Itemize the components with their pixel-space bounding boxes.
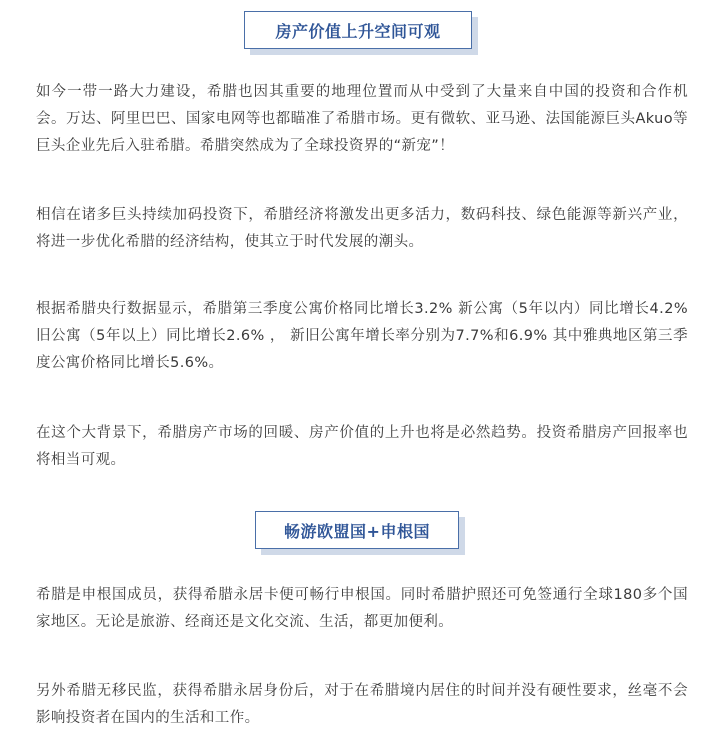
heading-box (255, 511, 459, 549)
section-heading-schengen (255, 511, 459, 549)
paragraph-price-statistics: 根据希腊央行数据显示，希腊第三季度公寓价格同比增长3.2% 新公寓（5年以内）同比增长4.2% 旧公寓（5年以上）同比增长2.6% ， 新旧公寓年增长率分别为7.7%和6.9% 其中雅典地区第三季度公寓价格同比增长5.6%。 (36, 301, 688, 371)
heading-box (244, 11, 472, 49)
paragraph-economic-vitality: 相信在诸多巨头持续加码投资下，希腊经济将激发出更多活力，数码科技、绿色能源等新兴产业，将进一步优化希腊的经济结构，使其立于时代发展的潮头。 (36, 207, 688, 250)
section-heading-property-value (244, 11, 472, 49)
paragraph-no-residency-requirement: 另外希腊无移民监，获得希腊永居身份后，对于在希腊境内居住的时间并没有硬性要求，丝毫不会影响投资者在国内的生活和工作。 (36, 683, 688, 726)
paragraph-market-trend: 在这个大背景下，希腊房产市场的回暖、房产价值的上升也将是必然趋势。投资希腊房产回报率也将相当可观。 (36, 425, 688, 468)
heading-text: 房产价值上升空间可观 (275, 21, 441, 41)
paragraph-belt-and-road: 如今一带一路大力建设，希腊也因其重要的地理位置而从中受到了大量来自中国的投资和合作机会。万达、阿里巴巴、国家电网等也都瞄准了希腊市场。更有微软、亚马逊、法国能源巨头Akuo等巨头企业先后入驻希腊。希腊突然成为了全球投资界的“新宠”！ (36, 84, 688, 154)
heading-text: 畅游欧盟国+申根国 (284, 521, 430, 541)
paragraph-schengen-membership: 希腊是申根国成员，获得希腊永居卡便可畅行申根国。同时希腊护照还可免签通行全球180多个国家地区。无论是旅游、经商还是文化交流、生活，都更加便利。 (36, 587, 688, 630)
